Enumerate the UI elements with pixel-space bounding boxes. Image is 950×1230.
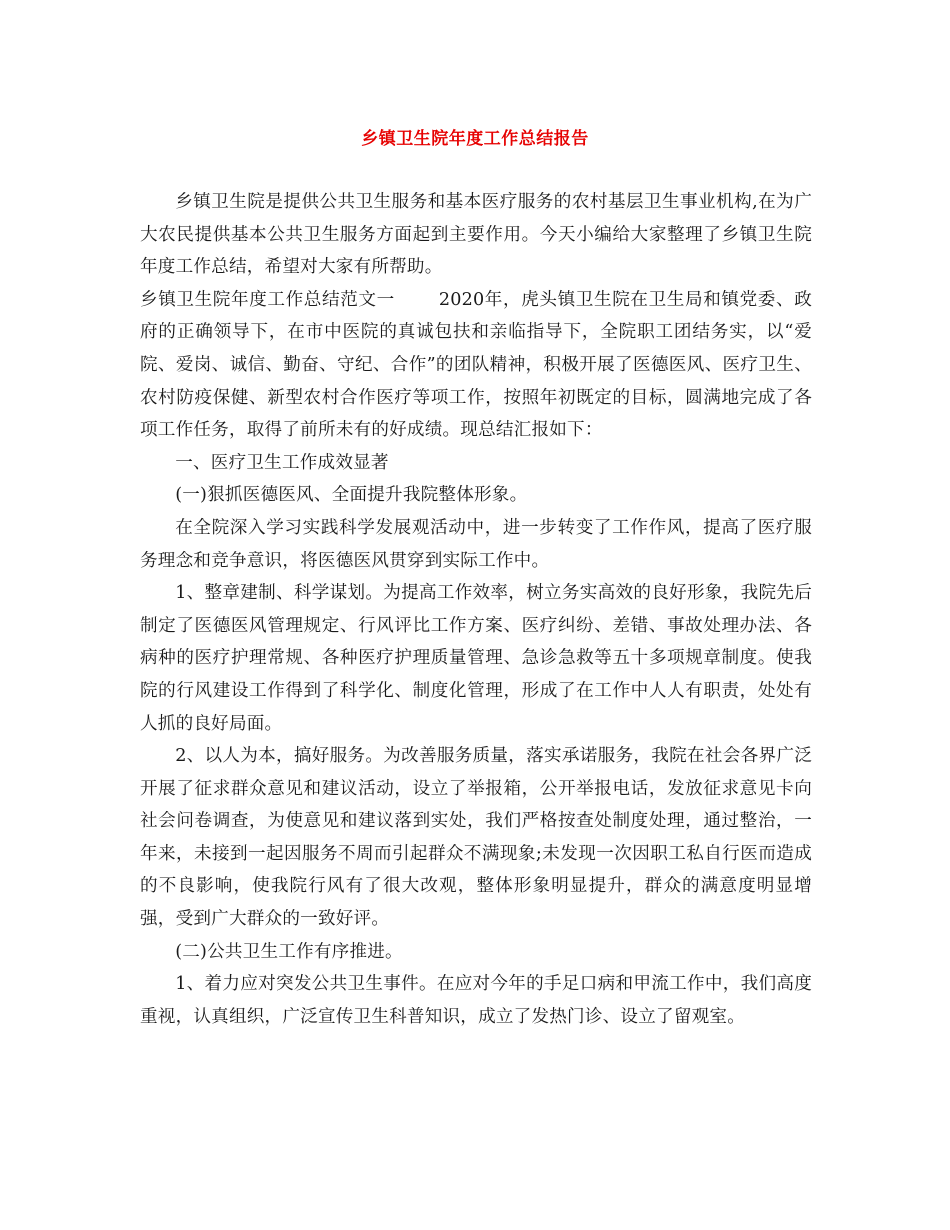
sample-heading-paragraph — [140, 284, 812, 447]
paragraph-emergency: 1、着力应对突发公共卫生事件。在应对今年的手足口病和甲流工作中，我们高度重视，认真组织，广泛宣传卫生科普知识，成立了发热门诊、设立了留观室。 — [140, 974, 812, 1027]
section-heading-1: 一、医疗卫生工作成效显著 — [175, 452, 389, 473]
paragraph-study: 在全院深入学习实践科学发展观活动中，进一步转变了工作作风，提高了医疗服务理念和竞争意识，将医德医风贯穿到实际工作中。 — [140, 517, 812, 571]
document-body — [140, 186, 812, 1033]
subsection-heading-2: (二)公共卫生工作有序推进。 — [175, 941, 403, 962]
summary-intro: 2020年，虎头镇卫生院在卫生局和镇党委、政府的正确领导下，在市中医院的真诚包扶和亲临指导下，全院职工团结务实，以“爱院、爱岗、诚信、勤奋、守纪、合作”的团队精神，积极开展了医德医风、医疗卫生、农村防疫保健、新型农村合作医疗等项工作，按照年初既定的目标，圆满地完成了各项工作任务，取得了前所未有的好成绩。现总结汇报如下： — [140, 289, 812, 441]
document-title: 乡镇卫生院年度工作总结报告 — [361, 129, 589, 149]
sample-heading: 乡镇卫生院年度工作总结范文一 — [140, 289, 395, 310]
paragraph-service: 2、以人为本，搞好服务。为改善服务质量，落实承诺服务，我院在社会各界广泛开展了征求群众意见和建议活动，设立了举报箱，公开举报电话，发放征求意见卡向社会问卷调查，为使意见和建议落到实处，我们严格按查处制度处理，通过整治，一年来，未接到一起因服务不周而引起群众不满现象;未发现一次因职工私自行医而造成的不良影响，使我院行风有了很大改观，整体形象明显提升，群众的满意度明显增强，受到广大群众的一致好评。 — [140, 746, 812, 930]
subsection-heading-1: (一)狠抓医德医风、全面提升我院整体形象。 — [175, 485, 528, 506]
intro-paragraph: 乡镇卫生院是提供公共卫生服务和基本医疗服务的农村基层卫生事业机构,在为广大农民提供基本公共卫生服务方面起到主要作用。今天小编给大家整理了乡镇卫生院年度工作总结，希望对大家有所帮助。 — [140, 192, 812, 278]
paragraph-rules: 1、整章建制、科学谋划。为提高工作效率，树立务实高效的良好形象，我院先后制定了医德医风管理规定、行风评比工作方案、医疗纠纷、差错、事故处理办法、各病种的医疗护理常规、各种医疗护理质量管理、急诊急救等五十多项规章制度。使我院的行风建设工作得到了科学化、制度化管理，形成了在工作中人人有职责，处处有人抓的良好局面。 — [140, 583, 812, 734]
